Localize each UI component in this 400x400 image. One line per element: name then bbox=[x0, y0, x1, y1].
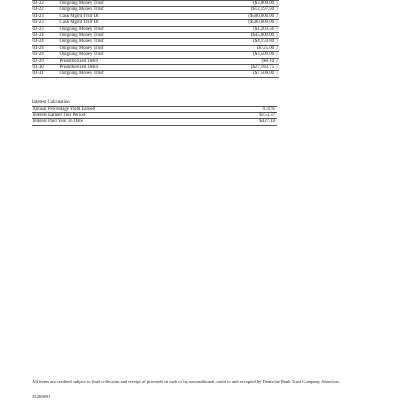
transaction-date: 03-24 bbox=[32, 52, 59, 58]
interest-label: Annual Percentage Yield Earned bbox=[32, 106, 223, 112]
transaction-description: Outgoing Money Trnsf bbox=[59, 7, 180, 13]
interest-row bbox=[32, 119, 277, 125]
interest-table bbox=[32, 106, 277, 126]
transaction-amount: ($3,800.00 bbox=[180, 1, 276, 7]
transaction-date: 03-29 bbox=[32, 58, 59, 64]
transaction-row bbox=[32, 71, 279, 77]
transaction-date: 03-22 bbox=[32, 1, 59, 7]
interest-label: Interest Earned This Period bbox=[32, 113, 223, 119]
amount-close-paren: ) bbox=[276, 26, 278, 32]
transaction-description: Outgoing Money Trnsf bbox=[59, 52, 180, 58]
transaction-date: 03-24 bbox=[32, 45, 59, 51]
transaction-amount: ($3,500.00 bbox=[180, 52, 276, 58]
transactions-body bbox=[32, 1, 279, 78]
transaction-description: Outgoing Money Trnsf bbox=[59, 71, 180, 77]
transaction-amount: ($725.00 bbox=[180, 45, 276, 51]
transaction-amount: ($1,203.56 bbox=[180, 26, 276, 32]
amount-close-paren: ) bbox=[276, 65, 278, 71]
amount-close-paren: ) bbox=[276, 71, 278, 77]
amount-close-paren: ) bbox=[276, 13, 278, 19]
transaction-date: 03-23 bbox=[32, 13, 59, 19]
transaction-date: 03-24 bbox=[32, 39, 59, 45]
amount-close-paren: ) bbox=[276, 33, 278, 39]
transaction-description: Outgoing Money Trnsf bbox=[59, 1, 180, 7]
transaction-description: Preauthorized Debit bbox=[59, 58, 180, 64]
transaction-date: 03-23 bbox=[32, 26, 59, 32]
interest-value: $427.18 bbox=[223, 119, 277, 125]
transaction-description: Outgoing Money Trnsf bbox=[59, 39, 180, 45]
transaction-date: 03-31 bbox=[32, 71, 59, 77]
footer-note: All items are credited subject to final collection and receipt of proceeds in cash or by unconditional credit to and accepted by Deutsche Bank Trust Company Americas. bbox=[32, 379, 340, 384]
transaction-description: Cash Mgmt Trsfr Dr bbox=[59, 13, 180, 19]
transaction-date: 03-22 bbox=[32, 7, 59, 13]
transaction-date: 03-24 bbox=[32, 33, 59, 39]
transaction-description: Preauthorized Debit bbox=[59, 65, 180, 71]
transaction-amount: ($4,159.80 bbox=[180, 39, 276, 45]
transaction-amount: ($500,000.00 bbox=[180, 20, 276, 26]
transactions-table bbox=[32, 0, 279, 78]
amount-close-paren: ) bbox=[276, 45, 278, 51]
interest-value: $153.37 bbox=[223, 113, 277, 119]
transaction-description: Outgoing Money Trnsf bbox=[59, 45, 180, 51]
transaction-description: Cash Mgmt Trsfr Dr bbox=[59, 20, 180, 26]
interest-label: Interest Paid Year To Date bbox=[32, 119, 223, 125]
transaction-amount: ($7,500.00 bbox=[180, 71, 276, 77]
amount-close-paren: ) bbox=[276, 1, 278, 6]
amount-close-paren: ) bbox=[276, 52, 278, 58]
transaction-date: 03-23 bbox=[32, 20, 59, 26]
amount-close-paren: ) bbox=[276, 39, 278, 45]
transaction-amount: ($0.10 bbox=[180, 58, 276, 64]
transaction-amount: ($12,197.50 bbox=[180, 7, 276, 13]
amount-close-paren: ) bbox=[276, 20, 278, 26]
interest-section-title: Interest Calculation bbox=[32, 100, 70, 105]
footer-code: 35269691 bbox=[32, 394, 51, 399]
transaction-amount: ($45,000.00 bbox=[180, 33, 276, 39]
amount-close-paren: ) bbox=[276, 58, 278, 64]
transaction-description: Outgoing Money Trnsf bbox=[59, 26, 180, 32]
interest-value: 0.31% bbox=[223, 106, 277, 112]
amount-close-paren: ) bbox=[276, 7, 278, 13]
transaction-date: 03-30 bbox=[32, 65, 59, 71]
transaction-amount: ($500,000.00 bbox=[180, 13, 276, 19]
transaction-amount: ($27,183.75 bbox=[180, 65, 276, 71]
interest-body bbox=[32, 106, 277, 125]
transaction-description: Outgoing Money Trnsf bbox=[59, 33, 180, 39]
